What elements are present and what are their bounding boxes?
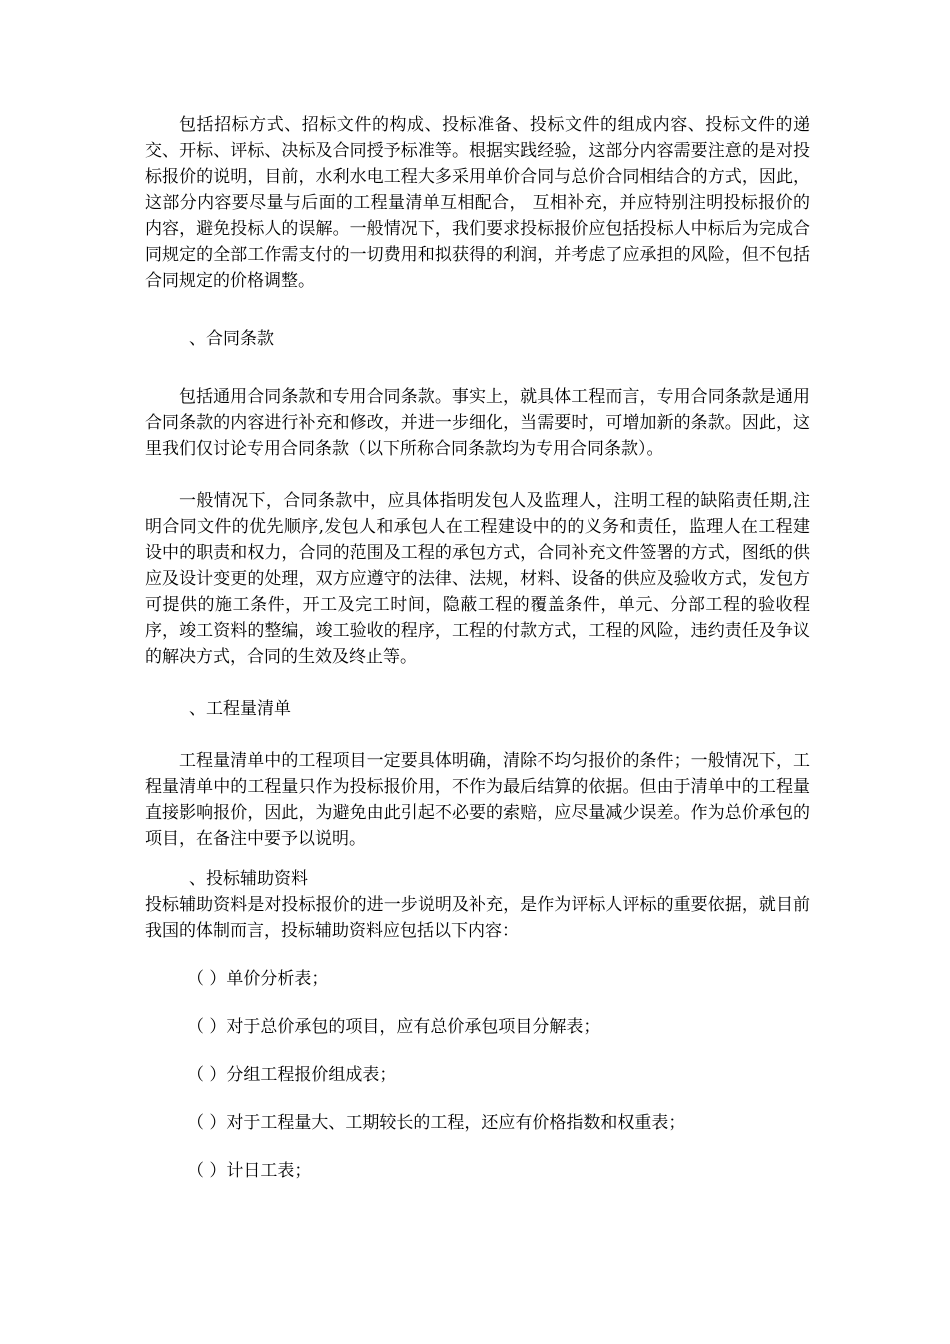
list-item-unit-price-analysis: （ ）单价分析表； [187, 969, 329, 989]
paragraph-bidding-notice: 包括招标方式、招标文件的构成、投标准备、投标文件的组成内容、投标文件的递交、开标、评标、决标及合同授予标准等。根据实践经验，这部分内容需要注意的是对投标报价的说明，目前，水利水电工程大多采用单价合同与总价合同相结合的方式，因此，这部分内容要尽量与后面的工程量清单互相配合， 互相补充，并应特别注明投标报价的内容，避免投标人的误解。一般情况下，我们要求投标报价应包括投标人中标后为完成合同规定的全部工作需支付的一切费用和拟获得的利润，并考虑了应承担的风险，但不包括合同规定的价格调整。 [145, 115, 810, 291]
heading-contract-terms: 、合同条款 [189, 329, 274, 349]
paragraph-contract-terms-detail: 一般情况下，合同条款中，应具体指明发包人及监理人，注明工程的缺陷责任期,注明合同文件的优先顺序,发包人和承包人在工程建设中的的义务和责任，监理人在工程建设中的职责和权力，合同的范围及工程的承包方式，合同补充文件签署的方式，图纸的供应及设计变更的处理，双方应遵守的法律、法规，材料、设备的供应及验收方式，发包方可提供的施工条件，开工及完工时间，隐蔽工程的覆盖条件，单元、分部工程的验收程序，竣工资料的整编，竣工验收的程序，工程的付款方式，工程的风险，违约责任及争议的解决方式，合同的生效及终止等。 [145, 491, 810, 667]
list-item-group-quote-composition: （ ）分组工程报价组成表； [187, 1065, 397, 1085]
list-item-price-index-weights: （ ）对于工程量大、工期较长的工程，还应有价格指数和权重表； [187, 1113, 686, 1133]
paragraph-contract-terms-intro: 包括通用合同条款和专用合同条款。事实上，就具体工程而言，专用合同条款是通用合同条款的内容进行补充和修改，并进一步细化，当需要时，可增加新的条款。因此，这里我们仅讨论专用合同条款（以下所称合同条款均为专用合同条款）。 [145, 387, 810, 459]
document-page [145, 112, 810, 1184]
paragraph-bill-of-quantities: 工程量清单中的工程项目一定要具体明确，清除不均匀报价的条件；一般情况下，工程量清单中的工程量只作为投标报价用，不作为最后结算的依据。但由于清单中的工程量直接影响报价，因此，为避免由此引起不必要的索赔，应尽量减少误差。作为总价承包的项目，在备注中要予以说明。 [145, 751, 810, 849]
list-item-lump-sum-breakdown: （ ）对于总价承包的项目，应有总价承包项目分解表； [187, 1017, 601, 1037]
heading-auxiliary-materials: 、投标辅助资料 [189, 869, 308, 889]
heading-bill-of-quantities: 、工程量清单 [189, 699, 291, 719]
paragraph-auxiliary-materials: 投标辅助资料是对投标报价的进一步说明及补充，是作为评标人评标的重要依据，就目前我国的体制而言，投标辅助资料应包括以下内容： [145, 895, 810, 941]
list-item-daywork-schedule: （ ）计日工表； [187, 1161, 312, 1181]
